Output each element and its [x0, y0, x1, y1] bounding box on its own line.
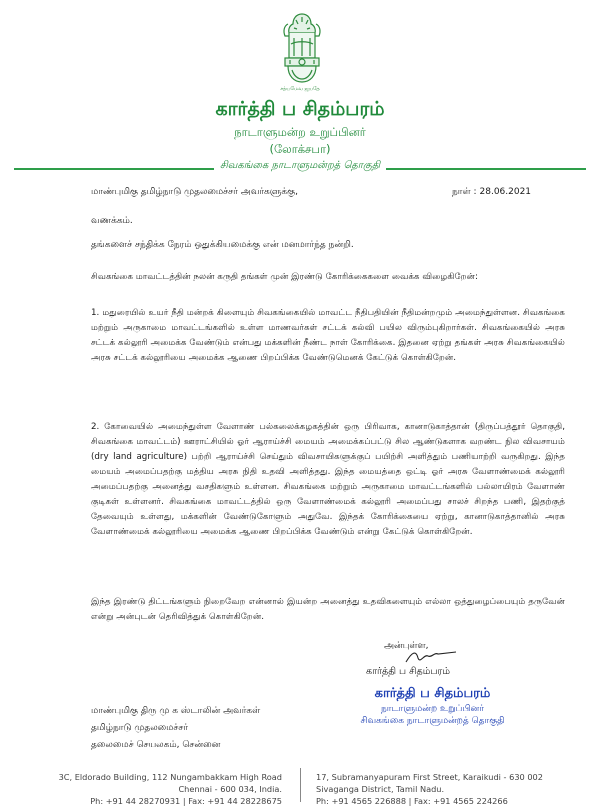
addressee: மாண்புமிகு தமிழ்நாடு முதலமைச்சர் அவர்களுக்கு, [91, 187, 298, 197]
intro-paragraph: சிவகங்கை மாவட்டத்தின் நலன் கருதி தங்கள் முன் இரண்டு கோரிக்கைகளை வைக்க விழைகிறேன்: [91, 272, 478, 282]
chennai-phone: Ph: +91 44 28270931 | Fax: +91 44 28228675 [90, 796, 282, 806]
chennai-address-line-1: 3C, Eldorado Building, 112 Nungambakkam High Road [58, 772, 282, 782]
karaikudi-address [316, 771, 543, 807]
letterhead-constituency: சிவகங்கை நாடாளுமன்றத் தொகுதி [219, 160, 381, 171]
letterhead-footer [0, 764, 600, 806]
letterhead-title: நாடாளுமன்ற உறுப்பினர் [234, 125, 366, 139]
request-2-paragraph: 2. கோவையில் அமைந்துள்ள வேளாண் பல்கலைக்கழகத்தின் ஒரு பிரிவாக, கானாடுகாத்தான் (திருப்பத்தூர் தொகுதி, சிவகங்கை மாவட்டம்) ஊராட்சியில் ஓர் ஆராய்ச்சி மையம் அமைக்கப்பட்டு சில ஆண்டுகளாக வறண்ட நில விவசாயம் (dry land agriculture) பற்றி ஆராய்ச்சி செய்தும் விவசாயிகளுக்குப் பயிற்சி அளித்தும் பணியாற்றி வருகிறது. இந்த மையம் அமைப்பதற்கு மத்திய அரசு நிதி உதவி அளித்தது. இந்த மையத்தை ஒட்டி ஓர் அரசு வேளாண்மைக் கல்லூரி அமைப்பதற்கு அனைத்து வசதிகளும் உள்ளன. சிவகங்கை மற்றும் அருகாமை மாவட்டங்களில் பல்லாயிரம் வேளாண் குடிகள் உள்ளனர். சிவகங்கை மாவட்டத்தில் ஒரு வேளாண்மைக் கல்லூரி அமைப்பது சாலச் சிறந்த பணி, இதற்குத் தேவையும் உள்ளது, மக்களின் வேண்டுகோளும் அதுவே. இந்தக் கோரிக்கையை ஏற்று, கானாடுகாத்தானில் அரசு வேளாண்மைக் கல்லூரியை அமைக்க ஆணை பிறப்பிக்க வேண்டும் என்று கேட்டுக் கொள்கிறேன். [91, 422, 565, 537]
constituency-banner [14, 160, 586, 176]
recipient-line-3: தலைமைச் செயலகம், சென்னை [91, 740, 221, 750]
signature-icon [404, 646, 460, 668]
karaikudi-address-line-2: Sivaganga District, Tamil Nadu. [316, 784, 445, 794]
letterhead-house: (லோக்சபா) [269, 142, 331, 156]
recipient-line-1: மாண்புமிகு திரு மு க ஸ்டாலின் அவர்கள் [91, 706, 261, 716]
letterhead-name: கார்த்தி ப சிதம்பரம் [215, 98, 385, 120]
official-stamp [340, 686, 525, 727]
date-label: நாள் : [452, 187, 477, 197]
chennai-address [59, 771, 282, 807]
chennai-address-line-2: Chennai - 600 034, India. [178, 784, 282, 794]
stamp-title: நாடாளுமன்ற உறுப்பினர் [381, 704, 484, 714]
stamp-constituency: சிவகங்கை நாடாளுமன்றத் தொகுதி [360, 716, 505, 726]
request-1-paragraph: 1. மதுரையில் உயர் நீதி மன்றக் கிளையும் சிவகங்கையில் மாவட்ட நீதிபதியின் நீதிமன்றமும் அமைந்துள்ளன. சிவகங்கை மற்றும் அருகாமை மாவட்டங்களில் உள்ள மாணவர்கள் சட்டக் கல்வி பயில விரும்புகிறார்கள். சிவகங்கையில் அரசு சட்டக் கல்லூரி அமைக்க வேண்டும் என்பது மக்களின் நீண்ட நாள் கோரிக்கை. இதனை ஏற்று தங்கள் அரசு சிவகங்கையில் அரசு சட்டக் கல்லூரியை அமைக்க ஆணை பிறப்பிக்க வேண்டுமெனக் கேட்டுக் கொள்கிறேன். [91, 308, 565, 363]
karaikudi-address-line-1: 17, Subramanyapuram First Street, Karaikudi - 630 002 [316, 772, 543, 782]
footer-divider [300, 768, 301, 802]
thanks-line: தங்களைச் சந்திக்க நேரம் ஒதுக்கியமைக்கு என் மனமார்ந்த நன்றி. [91, 240, 354, 250]
national-emblem-icon [276, 8, 328, 92]
greeting: வணக்கம். [91, 216, 133, 226]
recipient-line-2: தமிழ்நாடு முதலமைச்சர் [91, 723, 189, 733]
closing-paragraph: இந்த இரண்டு திட்டங்களும் நிறைவேற என்னால் இயன்ற அனைத்து உதவிகளையும் எல்லா ஒத்துழைப்பையும் தருவேன் என்று அன்புடன் தெரிவித்துக் கொள்கிறேன். [91, 597, 565, 622]
valediction: அன்புள்ள, [384, 641, 429, 651]
banner-rule-right [386, 168, 586, 170]
date-value: 28.06.2021 [479, 187, 532, 197]
stamp-name: கார்த்தி ப சிதம்பரம் [374, 686, 491, 701]
letter-date [452, 187, 534, 198]
signatory-name: கார்த்தி ப சிதம்பரம் [366, 666, 450, 677]
emblem-motto: சத்யமேவ ஜயதே [280, 86, 320, 92]
karaikudi-phone: Ph: +91 4565 226888 | Fax: +91 4565 224266 [316, 796, 508, 806]
